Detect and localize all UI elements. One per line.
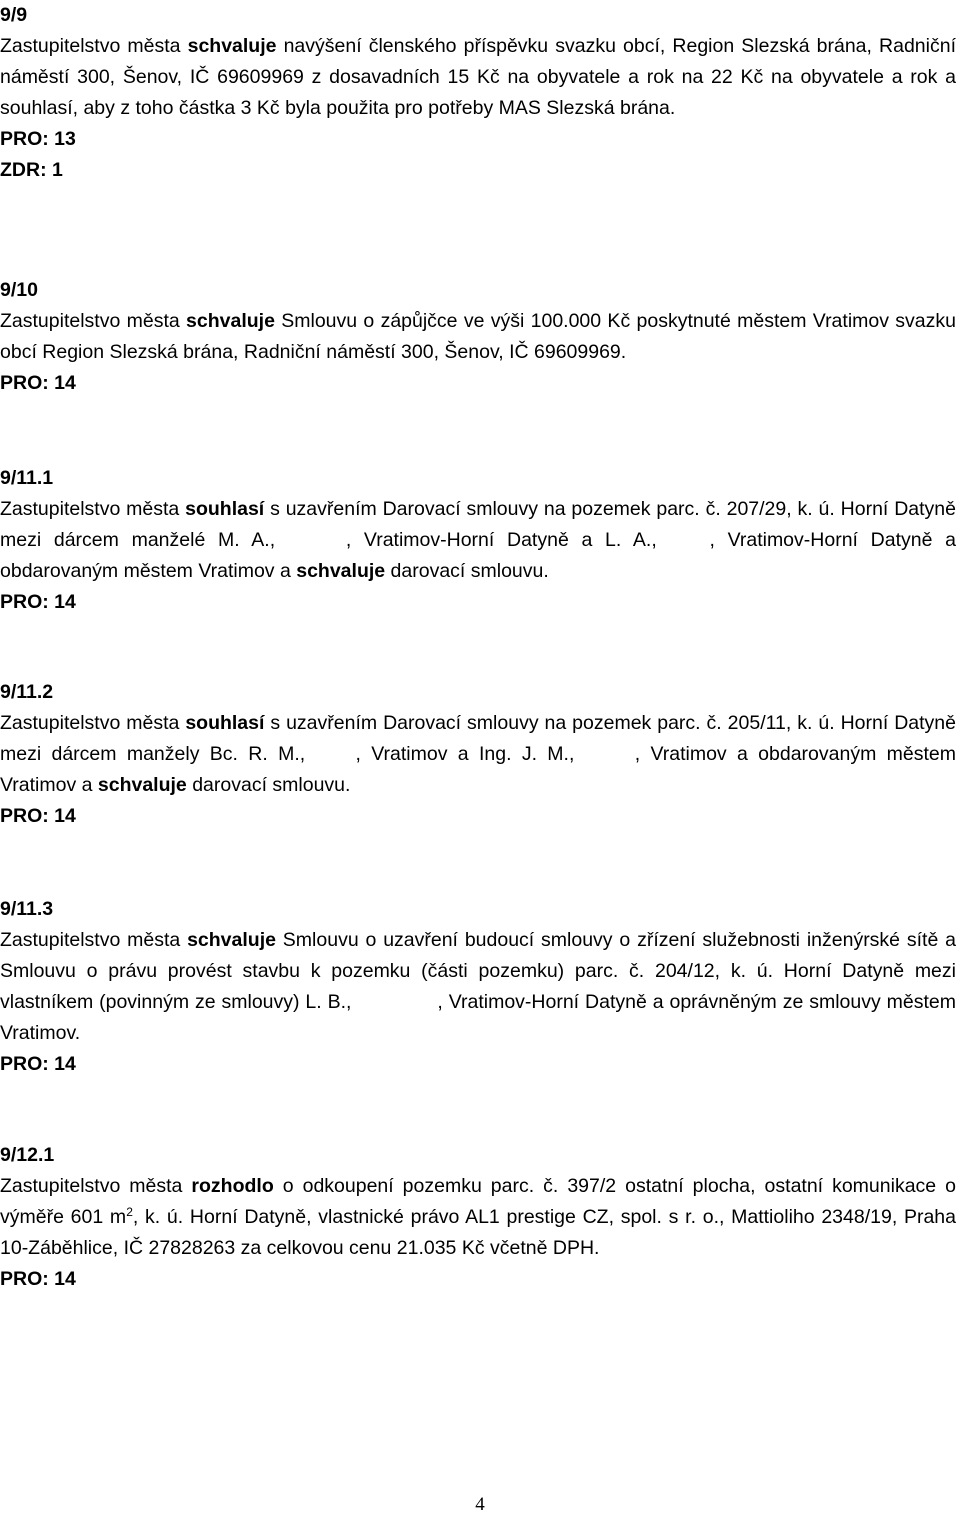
vote-for: PRO: 14: [0, 591, 76, 613]
decision-verb: rozhodlo: [191, 1175, 274, 1197]
decision-verb: schvaluje: [186, 310, 275, 332]
resolution-9-11-3: [0, 894, 956, 1080]
resolution-number: 9/12.1: [0, 1144, 55, 1166]
resolution-9-10: [0, 275, 956, 399]
resolution-number: 9/11.3: [0, 898, 54, 920]
vote-for: PRO: 14: [0, 372, 76, 394]
resolution-number: 9/11.2: [0, 681, 54, 703]
vote-for: PRO: 14: [0, 805, 76, 827]
decision-verb: souhlasí: [185, 498, 265, 520]
resolution-text: Zastupitelstvo města schvaluje Smlouvu o zápůjčce ve výši 100.000 Kč poskytnuté městem Vratimov svazku obcí Region Slezská brána, Radniční náměstí 300, Šenov, IČ 69609969.: [0, 310, 956, 363]
resolution-9-9: [0, 0, 956, 186]
vote-for: PRO: 14: [0, 1053, 76, 1075]
superscript: 2: [126, 1205, 133, 1219]
resolution-text: Zastupitelstvo města schvaluje navýšení členského příspěvku svazku obcí, Region Slezská brána, Radniční náměstí 300, Šenov, IČ 69609969 z dosavadních 15 Kč na obyvatele a rok na 22 Kč na obyvatele a rok a souhlasí, aby z toho částka 3 Kč byla použita pro potřeby MAS Slezská brána.: [0, 35, 956, 119]
resolution-number: 9/9: [0, 4, 28, 26]
vote-for: PRO: 13: [0, 128, 76, 150]
resolution-number: 9/10: [0, 279, 38, 301]
decision-verb: schvaluje: [187, 929, 276, 951]
vote-abstain: ZDR: 1: [0, 159, 63, 181]
resolution-number: 9/11.1: [0, 467, 54, 489]
page-number: 4: [475, 1494, 485, 1515]
resolution-text: Zastupitelstvo města rozhodlo o odkoupení pozemku parc. č. 397/2 ostatní plocha, ostatní komunikace o výměře 601 $m^2$, k. ú. Horní Datyně, vlastnické právo AL1 prestige CZ, spol. s r. o., Mattioliho 2348/19, Praha 10-Záběhlice, IČ 27828263 za celkovou cenu 21.035 Kč včetně DPH.: [0, 1175, 957, 1259]
resolution-9-11-2: [0, 677, 956, 832]
resolution-9-12-1: [0, 1140, 956, 1295]
decision-verb: schvaluje: [296, 560, 386, 582]
vote-for: PRO: 14: [0, 1268, 76, 1290]
decision-verb: schvaluje: [97, 774, 187, 796]
decision-verb: souhlasí: [185, 712, 265, 734]
resolution-text: Zastupitelstvo města schvaluje Smlouvu o uzavření budoucí smlouvy o zřízení služebnosti inženýrské sítě a Smlouvu o právu provést stavbu k pozemku (části pozemku) parc. č. 204/12, k. ú. Horní Datyně mezi vlastníkem (povinným ze smlouvy) L. B., , Vratimov-Horní Datyně a oprávněným ze smlouvy městem Vratimov.: [0, 929, 956, 1044]
resolution-text: Zastupitelstvo města souhlasí s uzavřením Darovací smlouvy na pozemek parc. č. 207/29, k. ú. Horní Datyně mezi dárcem manželé M. A., , Vratimov-Horní Datyně a L. A., , Vratimov-Horní Datyně a obdarovaným městem Vratimov a schvaluje darovací smlouvu.: [0, 498, 956, 582]
decision-verb: schvaluje: [187, 35, 277, 57]
resolution-text: Zastupitelstvo města souhlasí s uzavřením Darovací smlouvy na pozemek parc. č. 205/11, k. ú. Horní Datyně mezi dárcem manžely Bc. R. M., , Vratimov a Ing. J. M., , Vratimov a obdarovaným městem Vratimov a schvaluje darovací smlouvu.: [0, 712, 956, 796]
resolution-9-11-1: [0, 463, 956, 618]
